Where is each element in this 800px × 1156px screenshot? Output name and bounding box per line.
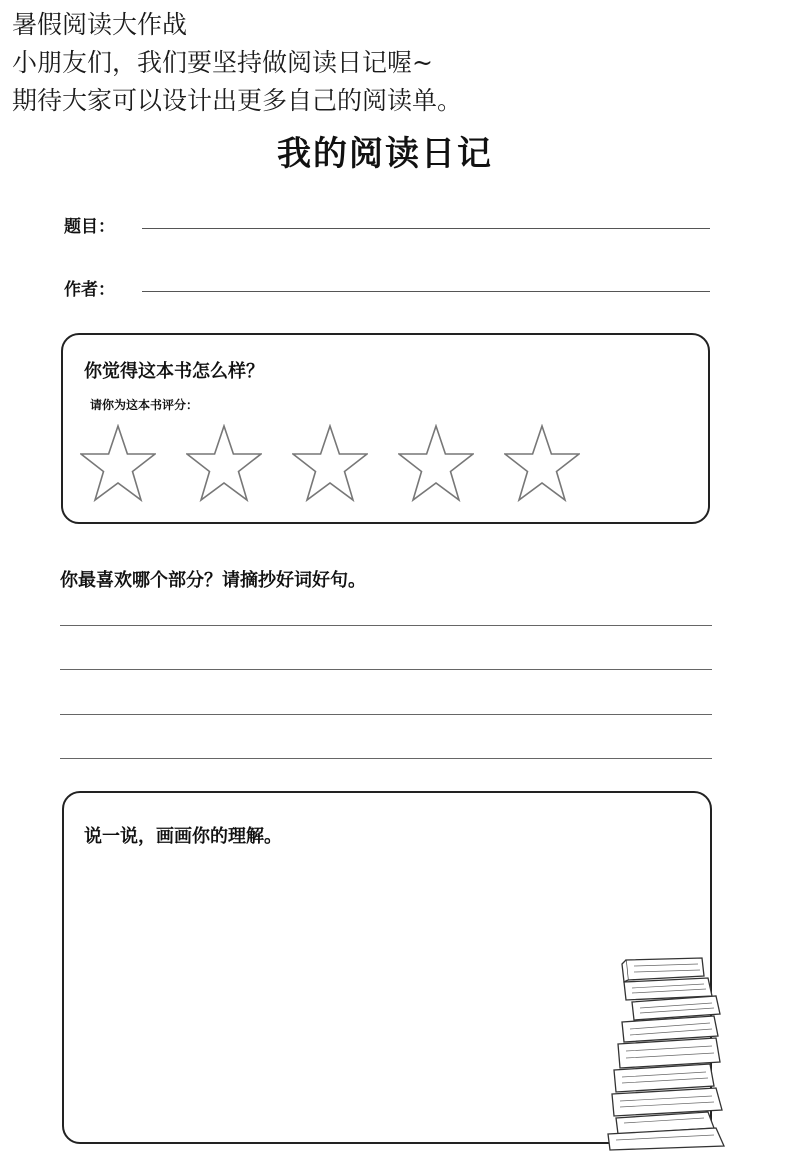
star-icon[interactable] <box>80 424 156 504</box>
page-title: 我的阅读日记 <box>277 134 493 174</box>
writing-line[interactable] <box>60 758 712 759</box>
star-icon[interactable] <box>398 424 474 504</box>
rating-instruction: 请你为这本书评分： <box>90 398 199 412</box>
star-icon[interactable] <box>186 424 262 504</box>
author-line[interactable] <box>142 291 710 292</box>
favorite-question: 你最喜欢哪个部分？请摘抄好词好句。 <box>60 570 366 591</box>
writing-line[interactable] <box>60 669 712 670</box>
rating-question: 你觉得这本书怎么样？ <box>84 361 264 382</box>
drawing-prompt: 说一说，画画你的理解。 <box>84 826 282 847</box>
intro-line-2: 小朋友们，我们要坚持做阅读日记喔~ <box>12 48 433 77</box>
author-label: 作者： <box>64 280 115 300</box>
topic-line[interactable] <box>142 228 710 229</box>
writing-line[interactable] <box>60 714 712 715</box>
writing-line[interactable] <box>60 625 712 626</box>
intro-line-3: 期待大家可以设计出更多自己的阅读单。 <box>12 86 463 115</box>
book-stack-icon <box>604 952 728 1152</box>
star-icon[interactable] <box>292 424 368 504</box>
star-icon[interactable] <box>504 424 580 504</box>
topic-label: 题目： <box>64 217 115 237</box>
intro-line-1: 暑假阅读大作战 <box>12 10 188 39</box>
